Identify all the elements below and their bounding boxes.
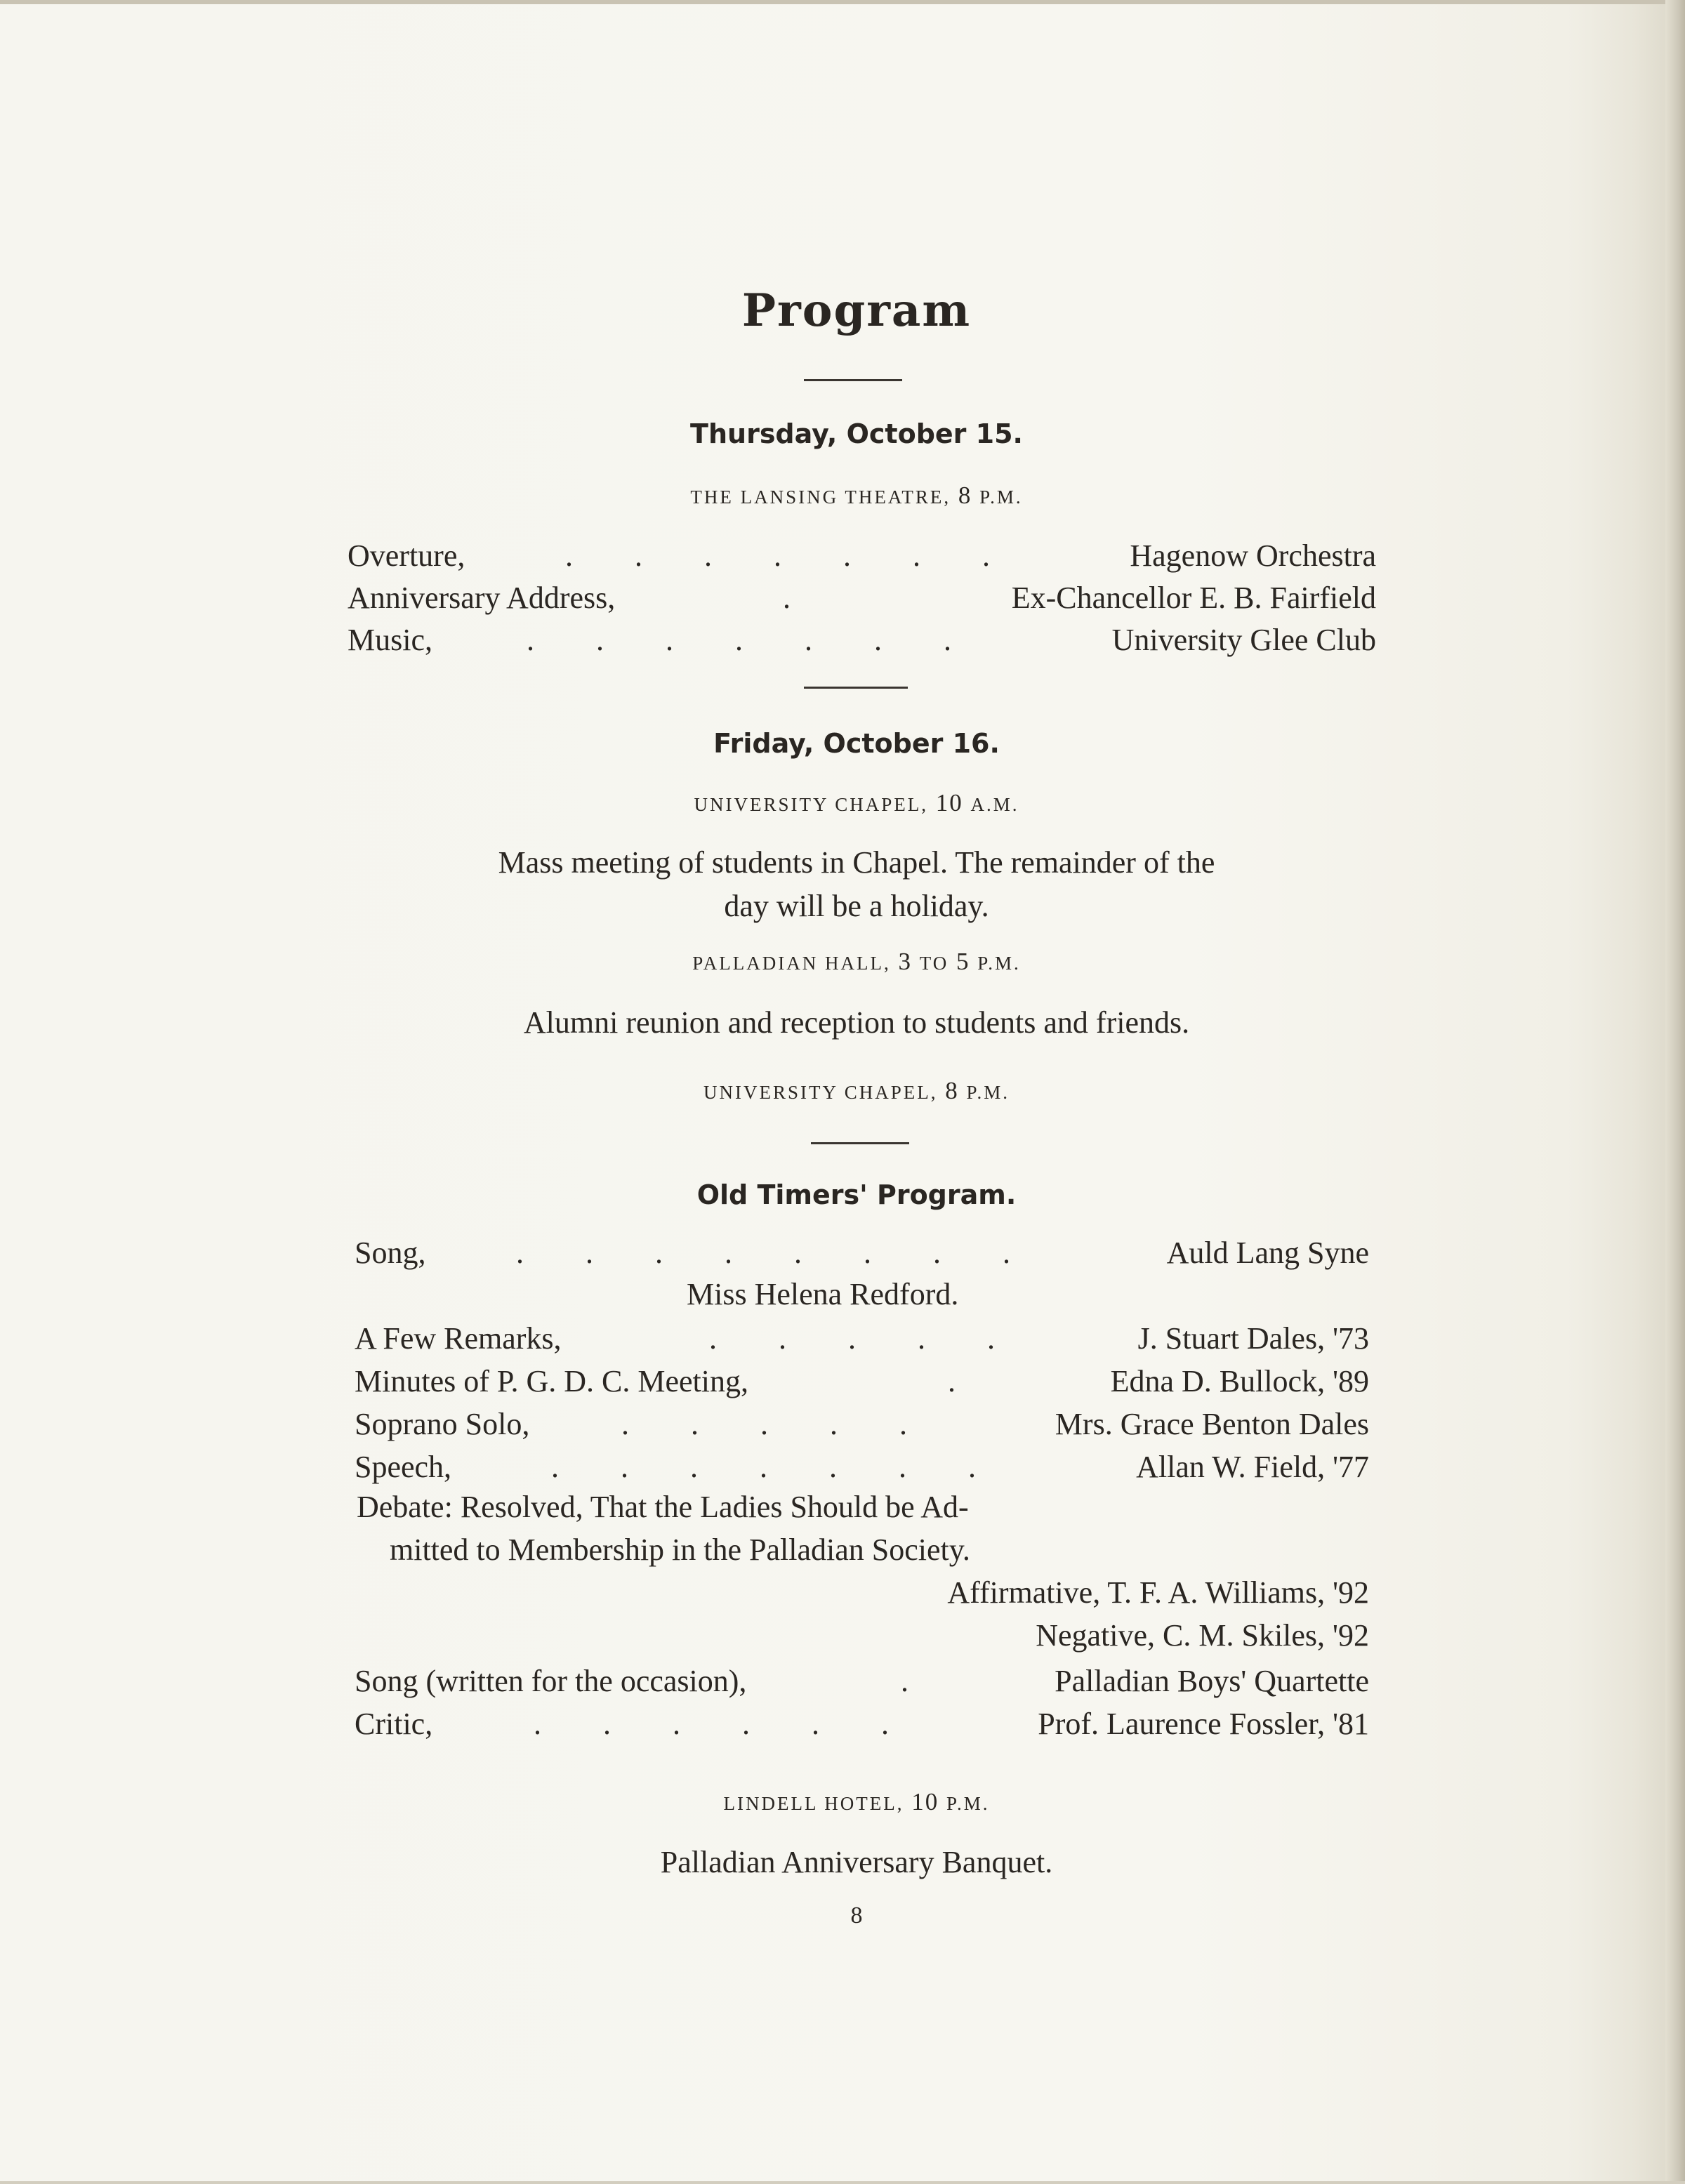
program-row-performer: Ex-Chancellor E. B. Fairfield [1011,581,1376,615]
friday-evening-venue-name: UNIVERSITY CHAPEL, [703,1082,938,1103]
palladian-hall-venue [344,948,1369,976]
title-divider [804,379,902,381]
dot-leader: . [948,1364,956,1398]
program-row-title: Music, [348,623,432,657]
banquet-text: Palladian Anniversary Banquet. [660,1845,1053,1879]
program-row-title: Soprano Solo, [355,1407,530,1441]
section-divider [804,687,908,689]
friday-heading: Friday, October 16. [713,728,1000,759]
dot-leader: . . . . . . . [565,538,990,573]
program-row-title: Anniversary Address, [348,581,616,615]
dot-leader: . [901,1664,908,1698]
banquet-venue-name: LINDELL HOTEL, [723,1793,904,1814]
program-row-performer: Hagenow Orchestra [1130,538,1376,573]
debate-line-1: Debate: Resolved, That the Ladies Should be Ad- [357,1490,969,1524]
program-row-performer: Allan W. Field, '77 [1136,1450,1369,1484]
program-row-performer: Palladian Boys' Quartette [1055,1664,1369,1698]
thursday-venue-name: THE LANSING THEATRE, [690,487,951,508]
dot-leader: . . . . . . . [527,623,951,657]
dot-leader: . . . . . . . . [516,1236,1010,1270]
thursday-heading: Thursday, October 15. [690,418,1023,449]
program-row-title: Song, [355,1236,426,1270]
dot-leader: . [783,581,791,615]
friday-evening-venue-time: 8 [945,1077,959,1104]
program-row-title: A Few Remarks, [355,1321,562,1356]
palladian-hall-time-end: 5 [956,948,970,975]
alumni-reunion: Alumni reunion and reception to students and friends. [523,1005,1190,1040]
debate-affirmative: Affirmative, T. F. A. Williams, '92 [947,1575,1369,1610]
program-row-title: Critic, [355,1707,433,1741]
dot-leader: . . . . . . [534,1707,889,1741]
old-timers-heading: Old Timers' Program. [696,1179,1017,1210]
friday-morning-venue [344,789,1369,817]
palladian-hall-name: PALLADIAN HALL, [692,953,891,974]
thursday-venue-time-suffix: P.M. [979,487,1023,508]
program-row-title: Overture, [348,538,465,573]
program-row-performer: Edna D. Bullock, '89 [1110,1364,1369,1398]
page-number: 8 [850,1902,863,1928]
dot-leader: . . . . . [621,1407,907,1441]
debate-line-2: mitted to Membership in the Palladian Society. [390,1533,970,1567]
program-row-title: Song (written for the occasion), [355,1664,747,1698]
program-row-performer: University Glee Club [1111,623,1376,657]
program-row-performer: J. Stuart Dales, '73 [1137,1321,1369,1356]
friday-evening-venue [344,1077,1369,1105]
palladian-hall-time: 3 [898,948,912,975]
thursday-venue-time: 8 [958,482,972,509]
mass-meeting-line-1: Mass meeting of students in Chapel. The remainder of the [498,845,1215,880]
program-row-performer: Mrs. Grace Benton Dales [1055,1407,1369,1441]
program-row-title: Speech, [355,1450,452,1484]
banquet-venue [344,1788,1369,1816]
page-top-edge [0,0,1685,4]
program-row-performer: Prof. Laurence Fossler, '81 [1038,1707,1369,1741]
banquet-venue-time-suffix: P.M. [946,1793,990,1814]
program-row-performer: Auld Lang Syne [1166,1236,1369,1270]
friday-morning-venue-name: UNIVERSITY CHAPEL, [694,794,928,815]
program-row-title: Minutes of P. G. D. C. Meeting, [355,1364,748,1398]
song-performer: Miss Helena Redford. [687,1277,959,1311]
thursday-venue [344,482,1369,510]
palladian-hall-time-suffix: P.M. [977,953,1021,974]
friday-morning-venue-time-suffix: A.M. [970,794,1019,815]
banquet-venue-time: 10 [911,1788,939,1815]
mass-meeting-line-2: day will be a holiday. [724,889,989,923]
dot-leader: . . . . . . . [551,1450,976,1484]
page-title: Program [741,284,972,337]
friday-evening-venue-time-suffix: P.M. [966,1082,1010,1103]
page-bottom-edge [0,2181,1685,2184]
page-right-edge [1665,0,1685,2184]
palladian-hall-to: TO [919,953,949,974]
debate-negative: Negative, C. M. Skiles, '92 [1036,1618,1369,1653]
section-divider [811,1142,909,1144]
dot-leader: . . . . . [709,1321,995,1356]
friday-morning-venue-time: 10 [935,789,963,816]
